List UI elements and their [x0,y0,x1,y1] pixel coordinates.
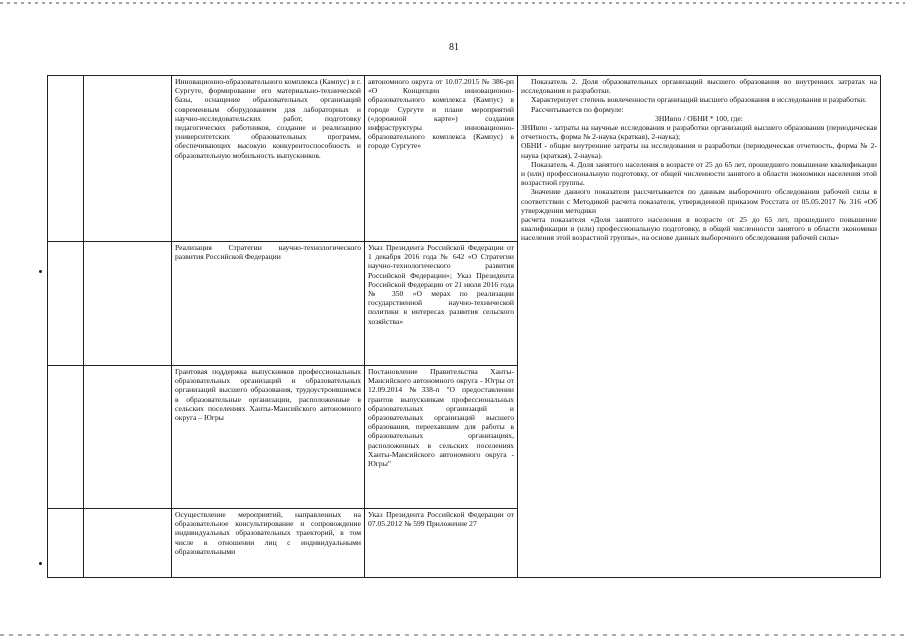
scan-edge-bottom [0,634,905,636]
program-cell [84,76,172,242]
legal-basis-cell: автономного округа от 10.07.2015 № 386-рп «О Концепции инновационно-образовательного комплекса (Кампус) в городе Сургуте и плане мероприятий («дорожной карте») создания инфраструктуры инновационно-образовательного комплекса (Кампус) в городе Сургуте» [365,76,518,242]
legal-basis-cell: Постановление Правительства Ханты-Мансийского автономного округа - Югры от 12.09.2014 №338-п "О предоставлении грантов выпускникам профессиональных образовательных организаций и образовательных организаций высшего образования, переехавшим для работы в образовательных организациях, расположенных в сельских поселениях Ханты-Мансийского автономного округа - Югры" [365,366,518,509]
number-cell [48,242,84,366]
indicator-cell [518,76,881,578]
program-cell [84,242,172,366]
table-row [48,76,881,242]
scan-edge-top [0,2,905,4]
indicator-paragraph: Значение данного показателя рассчитывается по данным выборочного обследования рабочей силы в соответствии с Методикой расчета показателя, утвержденной приказом Росстата от 05.05.2017 № 316 «Об утверждении методики [521,187,877,215]
margin-dot-2 [39,562,42,565]
number-cell [48,366,84,509]
number-cell [48,509,84,578]
indicator-formula: ЗНИвпо / ОБНИ * 100, где: [655,113,743,123]
number-cell [48,76,84,242]
measure-cell: Грантовая поддержка выпускников профессиональных образовательных организаций и образовательных организаций высшего образования, трудоустроившимся в образовательные организации, расположенные в сельских поселениях Ханты-Мансийского автономного округа – Югры [172,366,365,509]
indicator-paragraph: расчета показателя «Доля занятого населения в возрасте от 25 до 65 лет, прошедшего повышение квалификации и (или) профессиональную подготовку, в общей численности занятого в области экономики населения этой возрастной группы», на основе данных выборочного обследования рабочей силы» [521,215,877,243]
measure-cell: Инновационно-образовательного комплекса (Кампус) в г. Сургуте, формирование его материально-технической базы, оснащение образовательных организаций современным оборудованием для лабораторных и научно-исследовательских работ, подготовку педагогических работников, создание и реализацию университетских образовательных программ, обеспечивающих высокую конкурентоспособность и образовательную мобильность выпускников. [172,76,365,242]
program-cell [84,509,172,578]
indicator-paragraph: Характеризует степень вовлеченности организаций высшего образования в исследования и разработки. [531,95,867,105]
program-cell [84,366,172,509]
indicator-paragraph: Рассчитывается по формуле: [531,104,624,114]
indicator-paragraph: Показатель 2. Доля образовательных организаций высшего образования во внутренних затратах на исследования и разработки. [521,77,877,96]
indicator-paragraph: Показатель 4. Доля занятого населения в возрасте от 25 до 65 лет, прошедшего повышение квалификации и (или) профессиональную подготовку, от общей численности занятого в области экономики населения этой возрастной группы. [521,159,877,188]
page-number: 81 [449,42,459,53]
legal-basis-cell: Указ Президента Российской Федерации от 1 декабря 2016 года № 642 «О Стратегии научно-технологического развития Российской Федерации»; Указ Президента Российской Федерации от 21 июля 2016 года № 350 «О мерах по реализации государственной научно-технической политики в интересах развития сельского хозяйства» [365,242,518,366]
indicator-paragraph: ОБНИ - общие внутренние затраты на исследования и разработки (периодическая отчетность, форма № 2-наука (краткая), 2-наука). [521,141,877,160]
legal-basis-cell: Указ Президента Российской Федерации от 07.05.2012 № 599 Приложение 27 [365,509,518,578]
margin-dot-1 [39,270,42,273]
indicator-paragraph: ЗНИвпо - затраты на научные исследования и разработки организаций высшего образования (периодическая отчетность, форма № 2-наука (краткая), 2-наука); [521,123,877,142]
measure-cell: Осуществление мероприятий, направленных на образовательное консультирование и сопровождение индивидуальных образовательных траекторий, в том числе в отношении лиц с индивидуальными образовательными [172,509,365,578]
measure-cell: Реализация Стратегии научно-технологического развития Российской Федерации [172,242,365,366]
document-table [47,75,881,578]
